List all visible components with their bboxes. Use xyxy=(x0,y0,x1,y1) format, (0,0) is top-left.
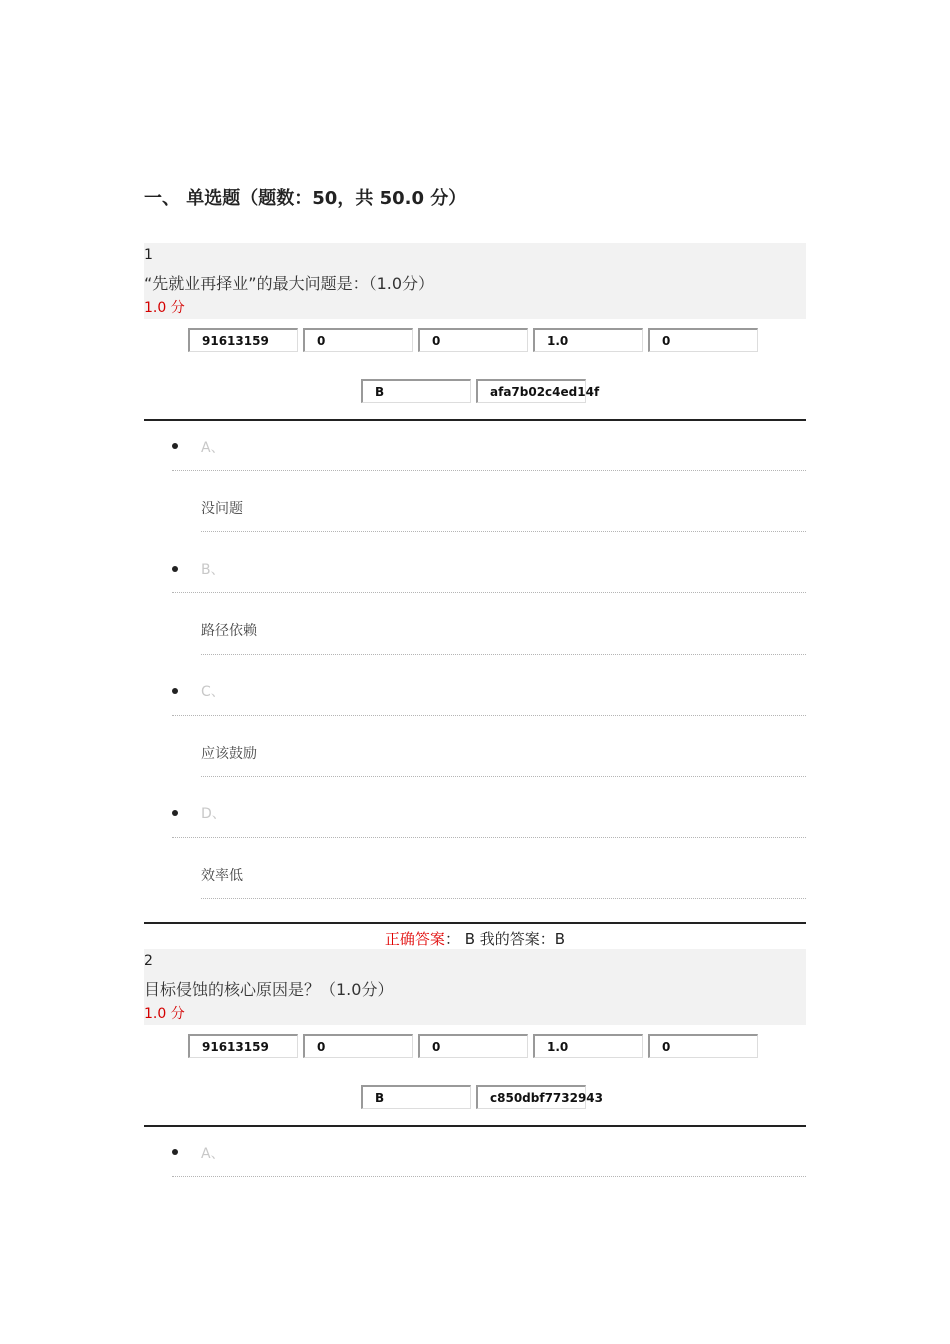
divider xyxy=(201,898,806,899)
option-label: A、 xyxy=(201,1146,225,1162)
divider xyxy=(144,922,806,924)
question-score: 1.0 分 xyxy=(144,300,185,316)
answer-field[interactable]: B xyxy=(361,379,471,403)
bullet xyxy=(172,1149,178,1155)
option-label: D、 xyxy=(201,806,226,822)
hidden-field[interactable]: 0 xyxy=(418,1034,528,1058)
correct-answer-value: ： B xyxy=(444,930,475,948)
question-text: 目标侵蚀的核心原因是？（1.0分） xyxy=(144,980,394,999)
hidden-field[interactable]: 0 xyxy=(648,328,758,352)
option-text: 路径依赖 xyxy=(201,623,257,639)
bullet xyxy=(172,443,178,449)
question-number: 1 xyxy=(144,247,153,263)
hidden-field[interactable]: 1.0 xyxy=(533,328,643,352)
option-text: 效率低 xyxy=(201,868,243,884)
answer-field[interactable]: B xyxy=(361,1085,471,1109)
divider xyxy=(172,715,806,716)
hidden-field[interactable]: 0 xyxy=(303,1034,413,1058)
hidden-field[interactable]: 0 xyxy=(303,328,413,352)
divider xyxy=(201,776,806,777)
correct-answer-label: 正确答案 xyxy=(384,930,445,948)
question-score: 1.0 分 xyxy=(144,1006,185,1022)
hidden-field[interactable]: 0 xyxy=(648,1034,758,1058)
option-label: B、 xyxy=(201,562,225,578)
bullet xyxy=(172,688,178,694)
divider xyxy=(201,531,806,532)
question-2-header xyxy=(144,949,806,1025)
divider xyxy=(172,592,806,593)
question-number: 2 xyxy=(144,953,153,969)
answer-summary xyxy=(0,928,950,949)
divider xyxy=(144,419,806,421)
divider xyxy=(144,1125,806,1127)
hidden-field[interactable]: 91613159 xyxy=(188,328,298,352)
bullet xyxy=(172,810,178,816)
question-text: “先就业再择业”的最大问题是：（1.0分） xyxy=(144,274,435,293)
hidden-field[interactable]: 91613159 xyxy=(188,1034,298,1058)
divider xyxy=(172,837,806,838)
section-title: 一、 单选题（题数：50，共 50.0 分） xyxy=(144,188,467,209)
divider xyxy=(201,654,806,655)
question-1-header xyxy=(144,243,806,319)
option-label: C、 xyxy=(201,684,225,700)
option-text: 没问题 xyxy=(201,501,243,517)
hidden-field[interactable]: 0 xyxy=(418,328,528,352)
option-label: A、 xyxy=(201,440,225,456)
my-answer-label: 我的答案 xyxy=(475,930,540,948)
my-answer-value: ：B xyxy=(539,930,566,948)
answer-id-field[interactable]: afa7b02c4ed14f xyxy=(476,379,586,403)
hidden-field[interactable]: 1.0 xyxy=(533,1034,643,1058)
divider xyxy=(172,470,806,471)
bullet xyxy=(172,566,178,572)
answer-id-field[interactable]: c850dbf7732943 xyxy=(476,1085,586,1109)
divider xyxy=(172,1176,806,1177)
option-text: 应该鼓励 xyxy=(201,746,257,762)
